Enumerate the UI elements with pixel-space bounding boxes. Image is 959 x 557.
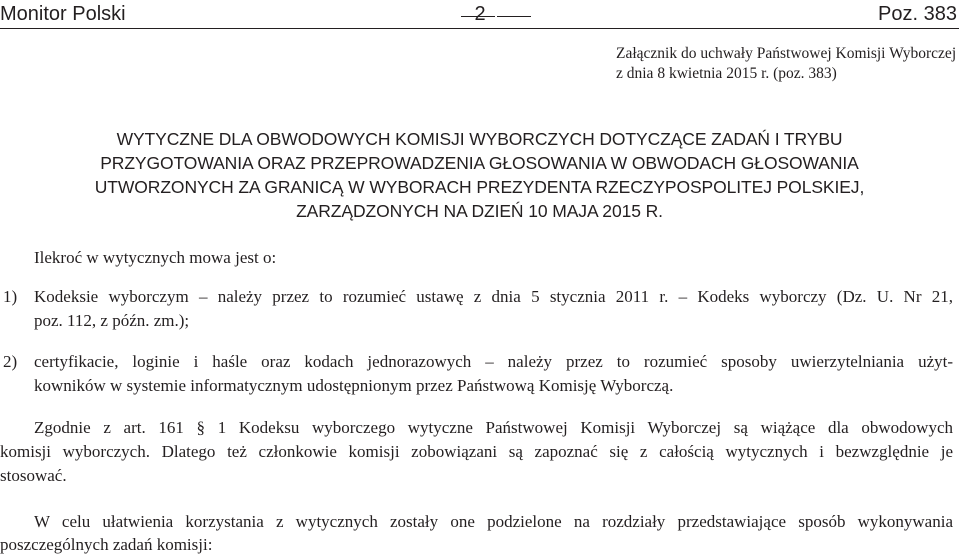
intro-text: Ilekroć w wytycznych mowa jest o: — [34, 248, 277, 267]
annex-line-1: Załącznik do uchwały Państwowej Komisji Wyborczej — [616, 45, 957, 62]
annex-line-2: z dnia 8 kwietnia 2015 r. (poz. 383) — [616, 65, 837, 82]
annex-note — [616, 44, 956, 84]
title-line-2: PRZYGOTOWANIA ORAZ PRZEPROWADZENIA GŁOSOWANIA W OBWODACH GŁOSOWANIA — [100, 153, 859, 173]
title-line-3: UTWORZONYCH ZA GRANICĄ W WYBORACH PREZYDENTA RZECZYPOSPOLITEJ POLSKIEJ, — [94, 177, 865, 197]
page-number-dash-right — [497, 16, 531, 17]
item-1-line-2: poz. 112, z późn. zm.); — [34, 311, 190, 330]
para-1-line-1: Zgodnie z art. 161 § 1 Kodeksu wyborczego wytyczne Państwowej Komisji Wyborczej są wiążące dla obwodowych — [34, 418, 953, 437]
header-rule — [0, 28, 959, 29]
item-2-number: 2) — [3, 352, 18, 371]
item-2-line-1: certyfikacie, loginie i haśle oraz kodach jednorazowych – należy przez to rozumieć sposoby uwierzytelniania użyt- — [34, 352, 953, 371]
title-line-4: ZARZĄDZONYCH NA DZIEŃ 10 MAJA 2015 R. — [296, 201, 663, 221]
item-2-line-2: kowników w systemie informatycznym udostępnionym przez Państwową Komisję Wyborczą. — [34, 376, 674, 395]
para-1-line-3: stosować. — [0, 466, 67, 485]
para-2-line-2: poszczególnych zadań komisji: — [0, 535, 213, 554]
para-1-line-2: komisji wyborczych. Dlatego też członkowie komisji zobowiązani są zapoznać się z całością wytycznych i bezwzględnie je — [0, 442, 953, 461]
item-1-number: 1) — [3, 287, 18, 306]
title-line-1: WYTYCZNE DLA OBWODOWYCH KOMISJI WYBORCZYCH DOTYCZĄCE ZADAŃ I TRYBU — [116, 129, 843, 149]
para-2-line-1: W celu ułatwienia korzystania z wytycznych zostały one podzielone na rozdziały przedstawiające sposób wykonywania — [34, 512, 953, 531]
journal-title: Monitor Polski — [0, 3, 126, 25]
item-1-line-1: Kodeksie wyborczym – należy przez to rozumieć ustawę z dnia 5 stycznia 2011 r. – Kodeks wyborczy (Dz. U. Nr 21, — [34, 287, 953, 306]
position-number: Poz. 383 — [878, 3, 957, 25]
page-number: 2 — [474, 3, 486, 25]
document-title — [0, 127, 959, 223]
